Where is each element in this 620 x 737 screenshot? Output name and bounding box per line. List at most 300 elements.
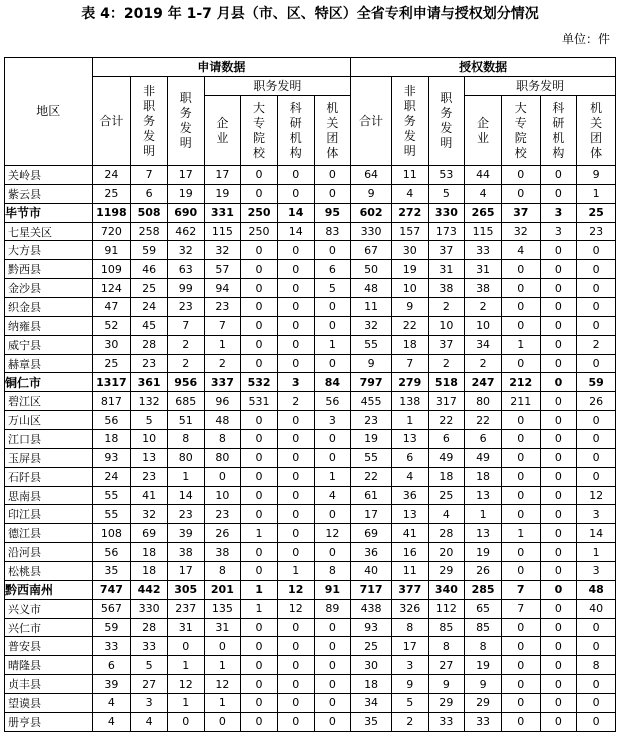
value-cell: 0	[577, 430, 616, 449]
value-cell: 4	[92, 712, 131, 731]
value-cell: 22	[351, 467, 392, 486]
value-cell: 0	[241, 562, 278, 581]
value-cell: 0	[204, 712, 241, 731]
value-cell: 37	[428, 241, 465, 260]
value-cell: 0	[277, 637, 314, 656]
value-cell: 5	[428, 184, 465, 203]
value-cell: 1	[204, 656, 241, 675]
table-row	[5, 599, 616, 618]
value-cell: 0	[577, 316, 616, 335]
region-name-cell: 册亨县	[5, 712, 93, 731]
value-cell: 0	[241, 298, 278, 317]
value-cell: 28	[428, 524, 465, 543]
value-cell: 0	[540, 486, 577, 505]
value-cell: 0	[277, 694, 314, 713]
value-cell: 49	[465, 448, 502, 467]
value-cell: 0	[540, 637, 577, 656]
value-cell: 45	[131, 316, 168, 335]
grant-group-header: 授权数据	[351, 58, 616, 77]
value-cell: 0	[577, 448, 616, 467]
value-cell: 59	[131, 241, 168, 260]
value-cell: 0	[241, 316, 278, 335]
value-cell: 0	[277, 184, 314, 203]
region-name-cell: 晴隆县	[5, 656, 93, 675]
value-cell: 22	[428, 411, 465, 430]
table-row	[5, 486, 616, 505]
value-cell: 6	[391, 448, 428, 467]
region-name-cell: 普安县	[5, 637, 93, 656]
value-cell: 0	[501, 467, 540, 486]
value-cell: 6	[314, 260, 351, 279]
value-cell: 0	[314, 637, 351, 656]
value-cell: 0	[540, 316, 577, 335]
value-cell: 0	[540, 675, 577, 694]
value-cell: 1	[577, 184, 616, 203]
value-cell: 602	[351, 203, 392, 222]
region-name-cell: 松桃县	[5, 562, 93, 581]
value-cell: 201	[204, 580, 241, 599]
region-name-cell: 印江县	[5, 505, 93, 524]
table-row	[5, 241, 616, 260]
region-name-cell: 纳雍县	[5, 316, 93, 335]
value-cell: 1	[241, 599, 278, 618]
value-cell: 0	[540, 580, 577, 599]
value-cell: 56	[314, 392, 351, 411]
value-cell: 0	[314, 316, 351, 335]
value-cell: 817	[92, 392, 131, 411]
table-row	[5, 222, 616, 241]
value-cell: 211	[501, 392, 540, 411]
value-cell: 0	[577, 618, 616, 637]
value-cell: 6	[465, 430, 502, 449]
value-cell: 0	[167, 637, 204, 656]
value-cell: 0	[540, 505, 577, 524]
value-cell: 0	[577, 241, 616, 260]
value-cell: 1	[314, 467, 351, 486]
value-cell: 0	[540, 430, 577, 449]
region-name-cell: 织金县	[5, 298, 93, 317]
value-cell: 0	[501, 543, 540, 562]
value-cell: 173	[428, 222, 465, 241]
value-cell: 69	[351, 524, 392, 543]
value-cell: 12	[314, 524, 351, 543]
value-cell: 3	[540, 203, 577, 222]
value-cell: 85	[465, 618, 502, 637]
value-cell: 0	[241, 241, 278, 260]
value-cell: 64	[351, 166, 392, 185]
table-row	[5, 562, 616, 581]
value-cell: 0	[501, 486, 540, 505]
value-cell: 247	[465, 373, 502, 392]
value-cell: 3	[540, 222, 577, 241]
region-name-cell: 七星关区	[5, 222, 93, 241]
value-cell: 438	[351, 599, 392, 618]
value-cell: 57	[204, 260, 241, 279]
value-cell: 11	[351, 298, 392, 317]
value-cell: 0	[540, 599, 577, 618]
value-cell: 7	[501, 599, 540, 618]
value-cell: 0	[277, 618, 314, 637]
value-cell: 0	[501, 448, 540, 467]
value-cell: 1	[204, 694, 241, 713]
value-cell: 40	[351, 562, 392, 581]
value-cell: 28	[131, 618, 168, 637]
value-cell: 80	[465, 392, 502, 411]
value-cell: 361	[131, 373, 168, 392]
value-cell: 455	[351, 392, 392, 411]
unit-label: 单位：件	[561, 32, 610, 46]
value-cell: 0	[277, 712, 314, 731]
app-total-header: 合计	[92, 77, 131, 166]
value-cell: 0	[277, 354, 314, 373]
value-cell: 0	[501, 260, 540, 279]
value-cell: 720	[92, 222, 131, 241]
patent-table	[4, 57, 616, 732]
value-cell: 48	[204, 411, 241, 430]
value-cell: 23	[167, 298, 204, 317]
value-cell: 29	[465, 694, 502, 713]
value-cell: 2	[391, 712, 428, 731]
value-cell: 0	[577, 411, 616, 430]
region-name-cell: 黔西县	[5, 260, 93, 279]
value-cell: 1317	[92, 373, 131, 392]
value-cell: 5	[314, 279, 351, 298]
value-cell: 85	[428, 618, 465, 637]
value-cell: 55	[351, 448, 392, 467]
grant-enterprise-header: 企业	[465, 96, 502, 166]
region-name-cell: 关岭县	[5, 166, 93, 185]
value-cell: 49	[428, 448, 465, 467]
value-cell: 5	[131, 656, 168, 675]
region-name-cell: 江口县	[5, 430, 93, 449]
value-cell: 26	[577, 392, 616, 411]
value-cell: 10	[131, 430, 168, 449]
value-cell: 797	[351, 373, 392, 392]
value-cell: 47	[92, 298, 131, 317]
table-row	[5, 580, 616, 599]
value-cell: 0	[277, 279, 314, 298]
table-row	[5, 694, 616, 713]
value-cell: 2	[428, 298, 465, 317]
table-row	[5, 166, 616, 185]
value-cell: 1	[277, 562, 314, 581]
value-cell: 0	[540, 354, 577, 373]
grant-research-header: 科研机构	[540, 96, 577, 166]
value-cell: 9	[465, 675, 502, 694]
value-cell: 0	[501, 184, 540, 203]
value-cell: 0	[277, 675, 314, 694]
value-cell: 2	[167, 354, 204, 373]
value-cell: 0	[204, 467, 241, 486]
value-cell: 531	[241, 392, 278, 411]
value-cell: 0	[314, 712, 351, 731]
value-cell: 13	[465, 524, 502, 543]
value-cell: 0	[241, 486, 278, 505]
table-row	[5, 298, 616, 317]
value-cell: 0	[241, 430, 278, 449]
value-cell: 0	[277, 298, 314, 317]
value-cell: 132	[131, 392, 168, 411]
value-cell: 0	[501, 166, 540, 185]
value-cell: 0	[314, 184, 351, 203]
value-cell: 112	[428, 599, 465, 618]
table-row	[5, 373, 616, 392]
value-cell: 0	[241, 618, 278, 637]
value-cell: 59	[92, 618, 131, 637]
value-cell: 36	[351, 543, 392, 562]
value-cell: 5	[131, 411, 168, 430]
value-cell: 0	[241, 411, 278, 430]
value-cell: 10	[391, 279, 428, 298]
value-cell: 717	[351, 580, 392, 599]
value-cell: 8	[577, 656, 616, 675]
value-cell: 4	[428, 505, 465, 524]
value-cell: 0	[314, 241, 351, 260]
value-cell: 747	[92, 580, 131, 599]
value-cell: 6	[428, 430, 465, 449]
value-cell: 28	[131, 335, 168, 354]
value-cell: 2	[167, 335, 204, 354]
value-cell: 532	[241, 373, 278, 392]
value-cell: 1	[167, 694, 204, 713]
value-cell: 0	[241, 448, 278, 467]
value-cell: 23	[204, 505, 241, 524]
value-cell: 18	[92, 430, 131, 449]
value-cell: 99	[167, 279, 204, 298]
value-cell: 19	[465, 656, 502, 675]
value-cell: 34	[465, 335, 502, 354]
value-cell: 0	[577, 675, 616, 694]
value-cell: 0	[540, 279, 577, 298]
value-cell: 0	[501, 562, 540, 581]
value-cell: 0	[540, 260, 577, 279]
value-cell: 20	[428, 543, 465, 562]
value-cell: 55	[92, 486, 131, 505]
value-cell: 9	[428, 675, 465, 694]
value-cell: 12	[277, 599, 314, 618]
region-name-cell: 石阡县	[5, 467, 93, 486]
value-cell: 32	[131, 505, 168, 524]
value-cell: 33	[92, 637, 131, 656]
value-cell: 9	[391, 675, 428, 694]
value-cell: 0	[540, 543, 577, 562]
app-service-group-header: 职务发明	[204, 77, 351, 96]
value-cell: 52	[92, 316, 131, 335]
value-cell: 0	[241, 335, 278, 354]
value-cell: 96	[204, 392, 241, 411]
value-cell: 7	[131, 166, 168, 185]
value-cell: 1	[167, 467, 204, 486]
region-name-cell: 赫章县	[5, 354, 93, 373]
value-cell: 0	[314, 656, 351, 675]
value-cell: 91	[314, 580, 351, 599]
value-cell: 0	[277, 411, 314, 430]
table-body	[5, 166, 616, 732]
value-cell: 30	[351, 656, 392, 675]
value-cell: 956	[167, 373, 204, 392]
value-cell: 80	[204, 448, 241, 467]
value-cell: 4	[501, 241, 540, 260]
value-cell: 0	[241, 675, 278, 694]
value-cell: 4	[465, 184, 502, 203]
value-cell: 4	[314, 486, 351, 505]
value-cell: 27	[428, 656, 465, 675]
value-cell: 4	[391, 184, 428, 203]
value-cell: 331	[204, 203, 241, 222]
value-cell: 0	[241, 656, 278, 675]
value-cell: 84	[314, 373, 351, 392]
value-cell: 26	[204, 524, 241, 543]
value-cell: 23	[131, 354, 168, 373]
value-cell: 0	[540, 392, 577, 411]
value-cell: 94	[204, 279, 241, 298]
value-cell: 109	[92, 260, 131, 279]
table-row	[5, 656, 616, 675]
value-cell: 8	[391, 618, 428, 637]
value-cell: 16	[391, 543, 428, 562]
value-cell: 326	[391, 599, 428, 618]
value-cell: 38	[167, 543, 204, 562]
value-cell: 7	[501, 580, 540, 599]
value-cell: 30	[391, 241, 428, 260]
value-cell: 19	[351, 430, 392, 449]
table-row	[5, 712, 616, 731]
value-cell: 27	[131, 675, 168, 694]
value-cell: 24	[92, 467, 131, 486]
value-cell: 0	[277, 316, 314, 335]
value-cell: 33	[465, 712, 502, 731]
value-cell: 9	[391, 298, 428, 317]
value-cell: 17	[351, 505, 392, 524]
value-cell: 12	[277, 580, 314, 599]
value-cell: 25	[351, 637, 392, 656]
value-cell: 0	[241, 543, 278, 562]
value-cell: 0	[540, 524, 577, 543]
value-cell: 39	[92, 675, 131, 694]
value-cell: 22	[391, 316, 428, 335]
value-cell: 83	[314, 222, 351, 241]
value-cell: 10	[465, 316, 502, 335]
region-name-cell: 威宁县	[5, 335, 93, 354]
value-cell: 80	[167, 448, 204, 467]
value-cell: 23	[351, 411, 392, 430]
value-cell: 0	[241, 712, 278, 731]
value-cell: 1198	[92, 203, 131, 222]
value-cell: 7	[167, 316, 204, 335]
value-cell: 0	[540, 712, 577, 731]
region-name-cell: 大方县	[5, 241, 93, 260]
value-cell: 5	[391, 694, 428, 713]
value-cell: 0	[277, 505, 314, 524]
value-cell: 48	[577, 580, 616, 599]
value-cell: 25	[92, 184, 131, 203]
value-cell: 0	[540, 694, 577, 713]
region-name-cell: 万山区	[5, 411, 93, 430]
value-cell: 3	[277, 373, 314, 392]
value-cell: 63	[167, 260, 204, 279]
value-cell: 25	[92, 354, 131, 373]
value-cell: 55	[92, 505, 131, 524]
value-cell: 61	[351, 486, 392, 505]
region-name-cell: 兴仁市	[5, 618, 93, 637]
value-cell: 124	[92, 279, 131, 298]
value-cell: 1	[577, 543, 616, 562]
value-cell: 10	[204, 486, 241, 505]
grant-total-header: 合计	[351, 77, 392, 166]
value-cell: 36	[391, 486, 428, 505]
table-row	[5, 467, 616, 486]
value-cell: 40	[577, 599, 616, 618]
value-cell: 38	[465, 279, 502, 298]
value-cell: 0	[241, 279, 278, 298]
value-cell: 1	[465, 505, 502, 524]
value-cell: 13	[391, 505, 428, 524]
value-cell: 7	[204, 316, 241, 335]
value-cell: 138	[391, 392, 428, 411]
value-cell: 23	[131, 467, 168, 486]
value-cell: 19	[465, 543, 502, 562]
table-row	[5, 279, 616, 298]
value-cell: 0	[577, 637, 616, 656]
value-cell: 0	[501, 712, 540, 731]
region-name-cell: 碧江区	[5, 392, 93, 411]
value-cell: 91	[92, 241, 131, 260]
value-cell: 0	[241, 505, 278, 524]
value-cell: 53	[428, 166, 465, 185]
value-cell: 2	[465, 298, 502, 317]
value-cell: 22	[465, 411, 502, 430]
value-cell: 115	[465, 222, 502, 241]
value-cell: 0	[540, 467, 577, 486]
value-cell: 3	[391, 656, 428, 675]
value-cell: 10	[428, 316, 465, 335]
table-row	[5, 448, 616, 467]
value-cell: 19	[391, 260, 428, 279]
value-cell: 0	[241, 166, 278, 185]
value-cell: 0	[314, 354, 351, 373]
value-cell: 0	[577, 694, 616, 713]
value-cell: 18	[391, 335, 428, 354]
value-cell: 39	[167, 524, 204, 543]
value-cell: 6	[131, 184, 168, 203]
value-cell: 3	[577, 562, 616, 581]
value-cell: 24	[92, 166, 131, 185]
value-cell: 4	[131, 712, 168, 731]
value-cell: 0	[501, 618, 540, 637]
value-cell: 0	[577, 467, 616, 486]
value-cell: 2	[204, 354, 241, 373]
region-name-cell: 思南县	[5, 486, 93, 505]
value-cell: 13	[465, 486, 502, 505]
value-cell: 0	[314, 694, 351, 713]
value-cell: 237	[167, 599, 204, 618]
value-cell: 32	[351, 316, 392, 335]
value-cell: 135	[204, 599, 241, 618]
value-cell: 33	[428, 712, 465, 731]
value-cell: 0	[277, 543, 314, 562]
value-cell: 2	[277, 392, 314, 411]
value-cell: 32	[501, 222, 540, 241]
app-service-header: 职务发明	[167, 77, 204, 166]
value-cell: 56	[92, 543, 131, 562]
value-cell: 31	[167, 618, 204, 637]
value-cell: 0	[277, 260, 314, 279]
value-cell: 330	[131, 599, 168, 618]
grant-service-group-header: 职务发明	[465, 77, 616, 96]
value-cell: 0	[277, 656, 314, 675]
table-row	[5, 392, 616, 411]
region-name-cell: 兴义市	[5, 599, 93, 618]
